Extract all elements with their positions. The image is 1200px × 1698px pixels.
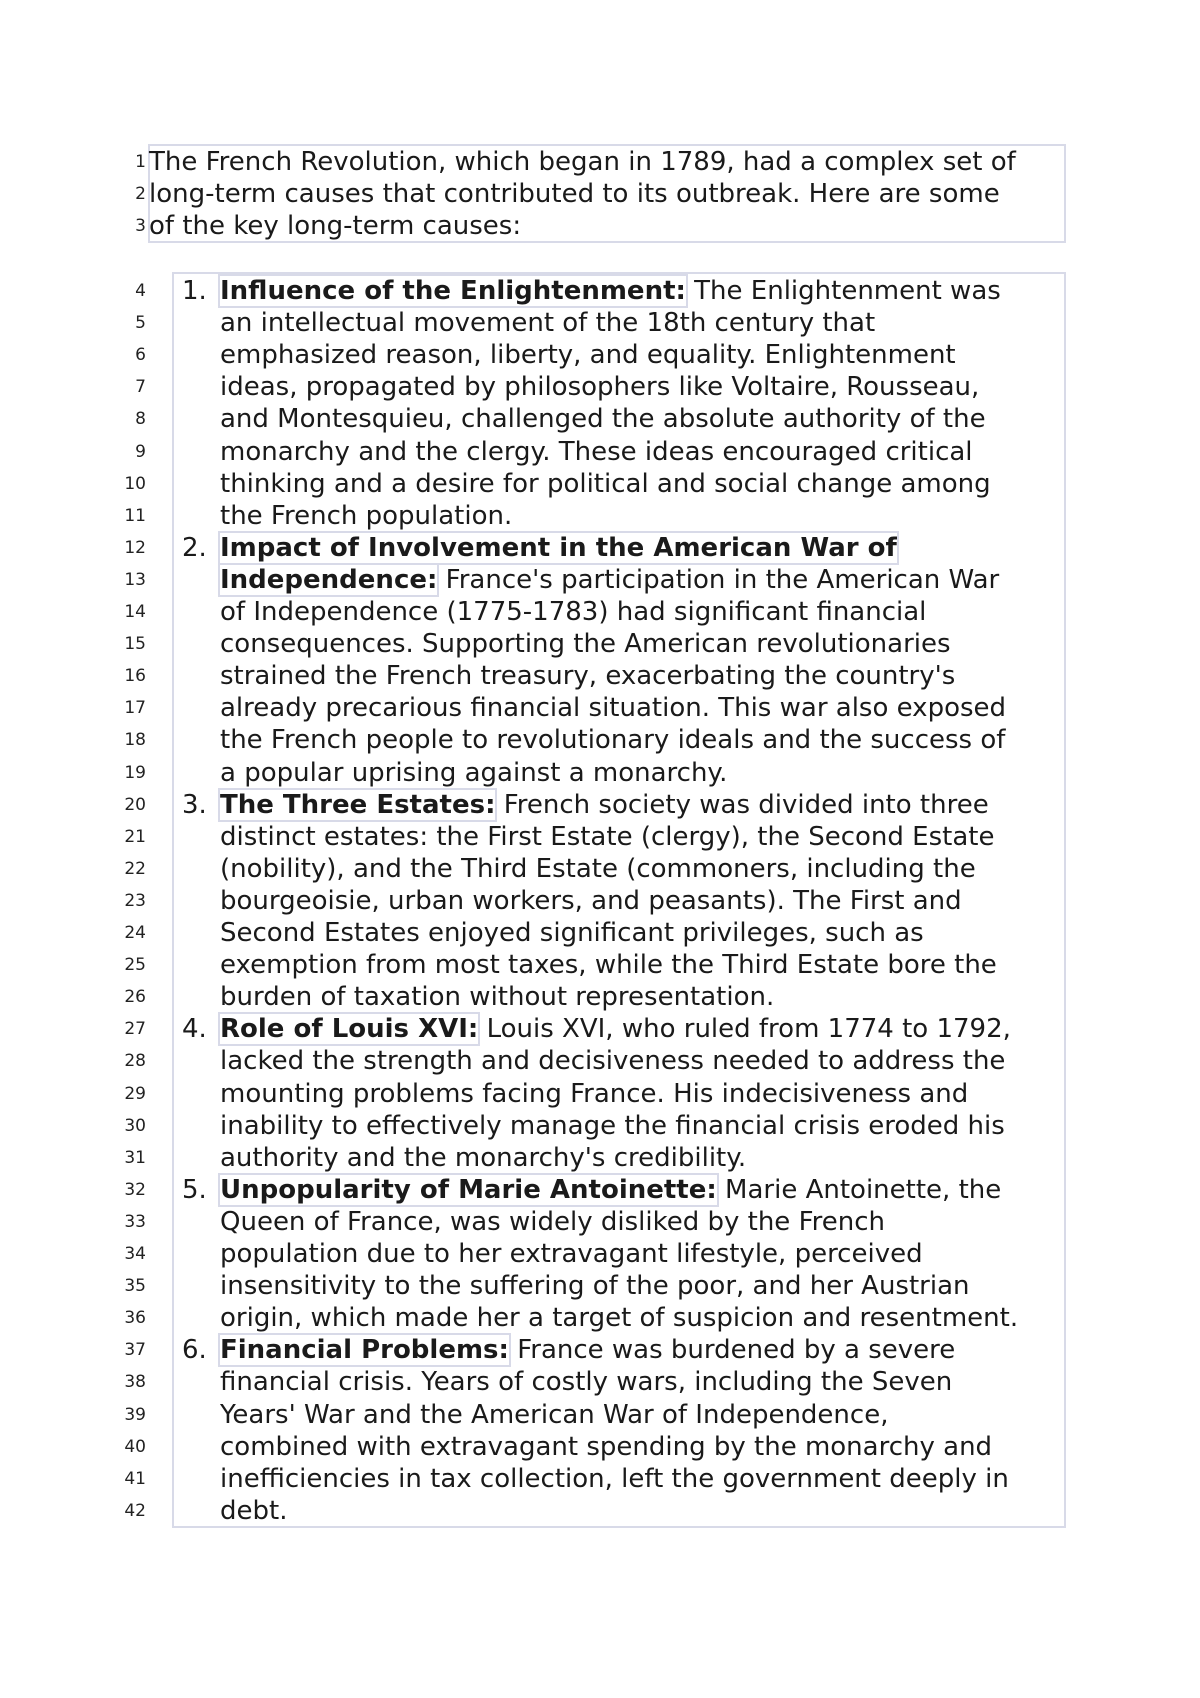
cause-title: Impact of Involvement in the American War of (220, 532, 897, 563)
cause-text: already precarious financial situation. This war also exposed (220, 693, 1007, 724)
list-text-line (220, 724, 1005, 756)
list-text-line (220, 468, 991, 500)
list-text-line (220, 307, 875, 339)
cause-text: a popular uprising against a monarchy. (220, 757, 728, 788)
list-text-line (220, 1495, 287, 1527)
list-text-line (220, 1399, 888, 1431)
cause-text: France was burdened by a severe (508, 1335, 956, 1366)
line-number: 18 (124, 730, 146, 751)
cause-text: inability to effectively manage the financial crisis eroded his (220, 1110, 1005, 1141)
list-text-line (220, 275, 1001, 307)
cause-text: lacked the strength and decisiveness needed to address the (220, 1046, 1006, 1077)
list-text-line (220, 436, 973, 468)
cause-text: strained the French treasury, exacerbating the country's (220, 661, 956, 692)
line-number: 37 (124, 1340, 146, 1361)
line-number: 5 (135, 313, 146, 334)
line-number: 36 (124, 1308, 146, 1329)
line-number: 29 (124, 1083, 146, 1104)
cause-text: (nobility), and the Third Estate (commoners, including the (220, 853, 976, 884)
cause-title: The Three Estates: (220, 789, 496, 820)
list-text-line (220, 403, 986, 435)
line-number: 40 (124, 1436, 146, 1457)
line-number: 13 (124, 569, 146, 590)
line-number: 21 (124, 826, 146, 847)
list-text-line (220, 981, 774, 1013)
list-text-line (220, 1366, 952, 1398)
cause-text: the French population. (220, 500, 513, 531)
cause-text: monarchy and the clergy. These ideas encouraged critical (220, 436, 973, 467)
cause-text: inefficiencies in tax collection, left the government deeply in (220, 1463, 1009, 1494)
list-item-number: 2. (182, 532, 207, 563)
list-text-line (220, 1431, 992, 1463)
list-text-line (220, 628, 951, 660)
cause-title: Unpopularity of Marie Antoinette: (220, 1174, 717, 1205)
cause-title: Role of Louis XVI: (220, 1014, 479, 1045)
cause-text: debt. (220, 1495, 288, 1526)
cause-text: insensitivity to the suffering of the poor, and her Austrian (220, 1271, 970, 1302)
line-number: 2 (135, 184, 146, 204)
line-number: 11 (124, 505, 146, 526)
cause-title: Influence of the Enlightenment: (220, 276, 686, 306)
list-text-line (220, 1110, 1005, 1142)
cause-text: Marie Antoinette, the (716, 1174, 1002, 1205)
line-number: 42 (124, 1500, 146, 1521)
list-text-line (220, 371, 979, 403)
intro-text-line: of the key long-term causes: (149, 211, 522, 241)
line-number: 7 (135, 377, 146, 398)
line-number: 19 (124, 762, 146, 783)
cause-text: The Enlightenment was (685, 276, 1001, 306)
cause-text: combined with extravagant spending by the monarchy and (220, 1431, 993, 1462)
list-text-line (220, 1463, 1009, 1495)
cause-text: the French people to revolutionary ideals and the success of (220, 725, 1006, 756)
cause-text: Queen of France, was widely disliked by the French (220, 1206, 885, 1237)
cause-text: and Montesquieu, challenged the absolute authority of the (220, 404, 986, 435)
list-text-line (220, 1270, 970, 1302)
list-text-line (220, 1238, 923, 1270)
line-number: 4 (135, 281, 146, 301)
cause-title: Independence: (220, 564, 438, 595)
cause-text: Louis XVI, who ruled from 1774 to 1792, (478, 1014, 1011, 1045)
list-text-line (220, 789, 989, 821)
line-number: 15 (124, 634, 146, 655)
line-number: 6 (135, 345, 146, 366)
cause-text: population due to her extravagant lifestyle, perceived (220, 1239, 923, 1269)
list-text-line (220, 1013, 1011, 1045)
list-text-line (220, 660, 955, 692)
list-text-line (220, 532, 897, 564)
line-number: 41 (124, 1468, 146, 1489)
list-item-number: 6. (182, 1335, 207, 1366)
intro-text-line: The French Revolution, which began in 1789, had a complex set of (149, 147, 1016, 177)
list-text-line (220, 596, 926, 628)
cause-text: bourgeoisie, urban workers, and peasants). The First and (220, 885, 962, 916)
list-text-line (220, 1334, 955, 1366)
cause-text: authority and the monarchy's credibility. (220, 1142, 747, 1173)
line-number: 32 (124, 1179, 146, 1200)
list-item-number: 3. (182, 789, 207, 820)
cause-text: consequences. Supporting the American revolutionaries (220, 629, 951, 660)
cause-text: distinct estates: the First Estate (clergy), the Second Estate (220, 821, 995, 852)
list-text-line (220, 757, 727, 789)
list-item-number: 1. (182, 276, 207, 306)
list-text-line (220, 853, 976, 885)
line-number: 25 (124, 955, 146, 976)
line-number: 17 (124, 698, 146, 719)
cause-text: financial crisis. Years of costly wars, including the Seven (220, 1367, 953, 1398)
list-text-line (220, 1174, 1001, 1206)
line-number: 16 (124, 666, 146, 687)
line-number: 34 (124, 1244, 146, 1264)
cause-text: an intellectual movement of the 18th century that (220, 308, 876, 339)
line-number: 35 (124, 1276, 146, 1297)
cause-title: Financial Problems: (220, 1335, 509, 1366)
cause-text: French society was divided into three (495, 789, 989, 820)
list-text-line (220, 339, 956, 371)
cause-text: burden of taxation without representation. (220, 982, 775, 1013)
list-text-line (220, 1302, 1018, 1334)
cause-text: ideas, propagated by philosophers like Voltaire, Rousseau, (220, 372, 980, 403)
list-text-line (220, 885, 962, 917)
cause-text: exemption from most taxes, while the Third Estate bore the (220, 950, 997, 981)
line-number: 20 (124, 794, 146, 815)
list-text-line (220, 917, 924, 949)
line-number: 8 (135, 409, 146, 430)
line-number: 22 (124, 858, 146, 879)
cause-text: Years' War and the American War of Independence, (220, 1399, 889, 1430)
cause-text: mounting problems facing France. His indecisiveness and (220, 1078, 969, 1109)
list-text-line (220, 500, 512, 532)
list-item-number: 4. (182, 1014, 207, 1045)
line-number: 9 (135, 441, 146, 462)
line-number: 27 (124, 1019, 146, 1040)
cause-text: of Independence (1775-1783) had significant financial (220, 597, 927, 627)
list-text-line (220, 949, 997, 981)
line-number: 30 (124, 1115, 146, 1136)
cause-text: Second Estates enjoyed significant privileges, such as (220, 918, 924, 948)
line-number: 23 (124, 890, 146, 911)
list-item-number: 5. (182, 1174, 207, 1205)
list-text-line (220, 692, 1006, 724)
line-number: 24 (124, 923, 146, 943)
cause-text: thinking and a desire for political and social change among (220, 468, 991, 499)
intro-text-line: long-term causes that contributed to its outbreak. Here are some (149, 179, 1000, 209)
list-text-line (220, 1206, 885, 1238)
list-text-line (220, 564, 999, 596)
line-number: 38 (124, 1372, 146, 1393)
line-number: 39 (124, 1404, 146, 1425)
list-text-line (220, 1078, 968, 1110)
list-text-line (220, 1045, 1005, 1077)
line-number: 3 (135, 216, 146, 236)
cause-text: origin, which made her a target of suspicion and resentment. (220, 1303, 1019, 1334)
line-number: 1 (135, 152, 146, 172)
line-number: 14 (124, 602, 146, 622)
line-number: 33 (124, 1211, 146, 1232)
cause-text: emphasized reason, liberty, and equality. Enlightenment (220, 340, 956, 371)
line-number: 10 (124, 473, 146, 494)
line-number: 28 (124, 1051, 146, 1072)
line-number: 12 (124, 537, 146, 558)
list-text-line (220, 1142, 746, 1174)
line-number: 31 (124, 1147, 146, 1168)
line-number: 26 (124, 987, 146, 1008)
cause-text: France's participation in the American War (437, 564, 1000, 595)
list-text-line (220, 821, 994, 853)
